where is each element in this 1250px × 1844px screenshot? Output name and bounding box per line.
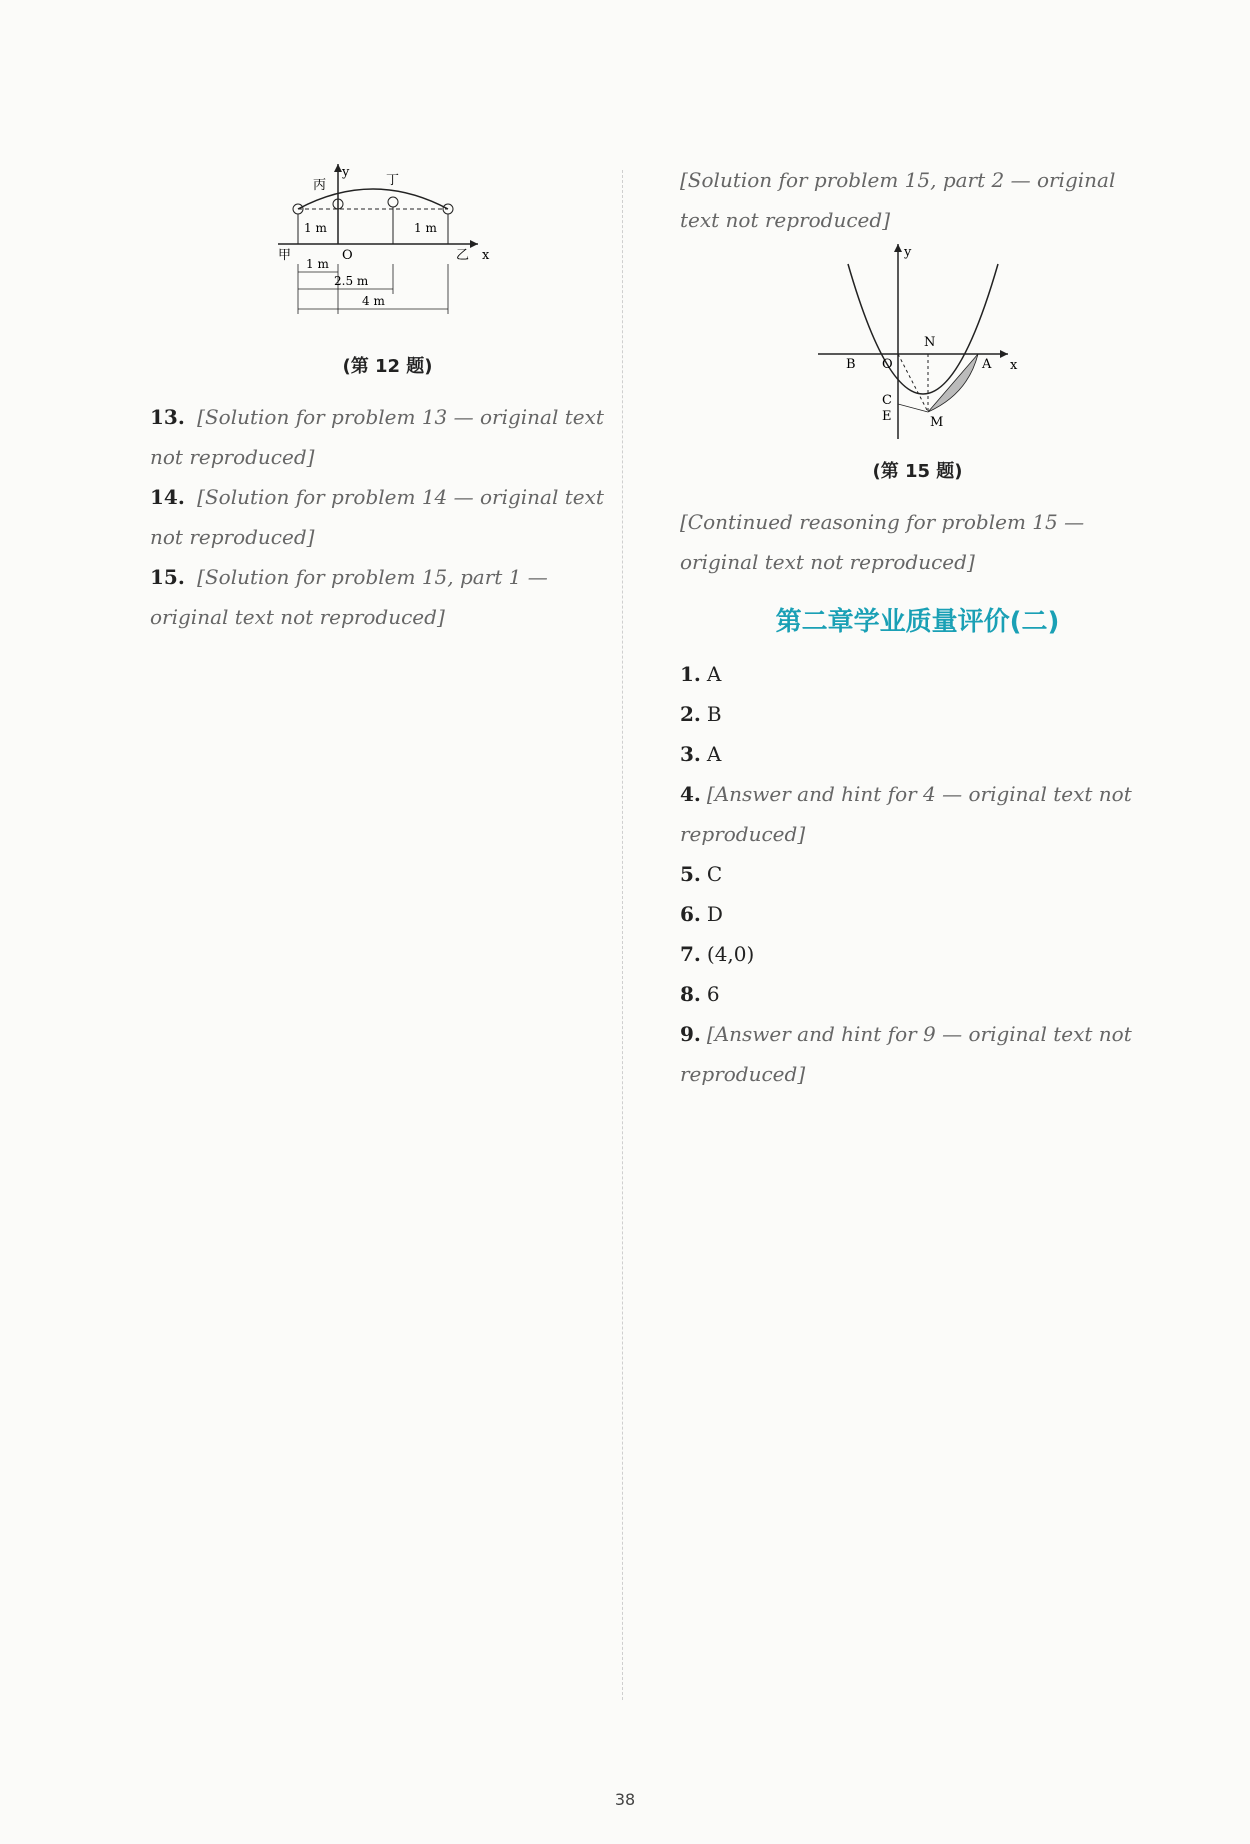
answer-7-number: 7.	[680, 942, 701, 966]
left-column	[150, 160, 625, 637]
question-13	[150, 397, 625, 477]
fig15-N-label: N	[923, 335, 935, 350]
fig12-bing-label: 丙	[312, 178, 326, 193]
question-13-number: 13.	[150, 405, 185, 429]
answer-4-number: 4.	[680, 782, 701, 806]
answer-4-text: [Answer and hint for 4 — original text not reproduced]	[680, 782, 1132, 846]
figure-15-caption: (第 15 题)	[872, 461, 963, 482]
answer-5	[680, 854, 1155, 894]
fig15-B-label: B	[845, 357, 856, 372]
fig15-O-label: O	[881, 357, 893, 372]
fig15-A-label: A	[981, 357, 991, 372]
question-14	[150, 477, 625, 557]
question-15-number: 15.	[150, 565, 185, 589]
answer-6-text: D	[706, 902, 723, 926]
answer-6	[680, 894, 1155, 934]
question-13-text: [Solution for problem 13 — original text not reproduced]	[150, 405, 604, 469]
question-15-more: [Continued reasoning for problem 15 — original text not reproduced]	[680, 510, 1085, 574]
fig12-origin-label: O	[341, 248, 353, 263]
answer-9	[680, 1014, 1155, 1094]
fig12-y-label: y	[341, 165, 349, 180]
answer-8-text: 6	[706, 982, 720, 1006]
question-15	[150, 557, 625, 637]
figure-12-caption: (第 12 题)	[342, 356, 433, 377]
question-14-text: [Solution for problem 14 — original text not reproduced]	[150, 485, 604, 549]
question-15-continued: [Solution for problem 15, part 2 — original text not reproduced]	[680, 168, 1116, 232]
fig12-ding-label: 丁	[385, 173, 399, 188]
fig12-d3-label: 4 m	[361, 294, 385, 308]
fig12-h2-label: 1 m	[413, 221, 437, 235]
column-divider	[622, 170, 623, 1700]
fig15-M-label: M	[929, 415, 943, 430]
answer-6-number: 6.	[680, 902, 701, 926]
fig12-h1-label: 1 m	[303, 221, 327, 235]
answer-3-text: A	[706, 742, 722, 766]
answer-1	[680, 654, 1155, 694]
fig15-C-label: C	[881, 393, 892, 408]
answer-7	[680, 934, 1155, 974]
answer-4	[680, 774, 1155, 854]
question-14-number: 14.	[150, 485, 185, 509]
fig12-x-label: x	[481, 248, 489, 263]
section-title: 第二章学业质量评价(二)	[775, 607, 1060, 637]
answer-2-number: 2.	[680, 702, 701, 726]
question-15-text: [Solution for problem 15, part 1 — original text not reproduced]	[150, 565, 548, 629]
fig12-d2-label: 2.5 m	[333, 274, 368, 288]
fig15-x-label: x	[1009, 358, 1017, 373]
answer-3	[680, 734, 1155, 774]
fig15-y-label: y	[903, 245, 911, 260]
answer-3-number: 3.	[680, 742, 701, 766]
figure-12	[150, 164, 625, 387]
answer-5-number: 5.	[680, 862, 701, 886]
figure-15-diagram	[818, 244, 1018, 444]
answer-5-text: C	[706, 862, 723, 886]
fig12-jia-label: 甲	[277, 248, 291, 263]
answer-8	[680, 974, 1155, 1014]
page-number: 38	[614, 1790, 636, 1809]
answer-list	[680, 654, 1155, 1094]
answer-9-text: [Answer and hint for 9 — original text not reproduced]	[680, 1022, 1132, 1086]
answer-2-text: B	[706, 702, 722, 726]
fig15-E-label: E	[881, 409, 891, 424]
answer-1-text: A	[706, 662, 722, 686]
answer-9-number: 9.	[680, 1022, 701, 1046]
right-column	[680, 160, 1155, 1094]
figure-12-diagram	[278, 164, 498, 339]
fig12-yi-label: 乙	[455, 248, 469, 263]
answer-1-number: 1.	[680, 662, 701, 686]
answer-8-number: 8.	[680, 982, 701, 1006]
answer-2	[680, 694, 1155, 734]
fig12-d1-label: 1 m	[305, 257, 329, 271]
answer-7-text: (4,0)	[706, 942, 755, 966]
figure-15	[680, 244, 1155, 492]
